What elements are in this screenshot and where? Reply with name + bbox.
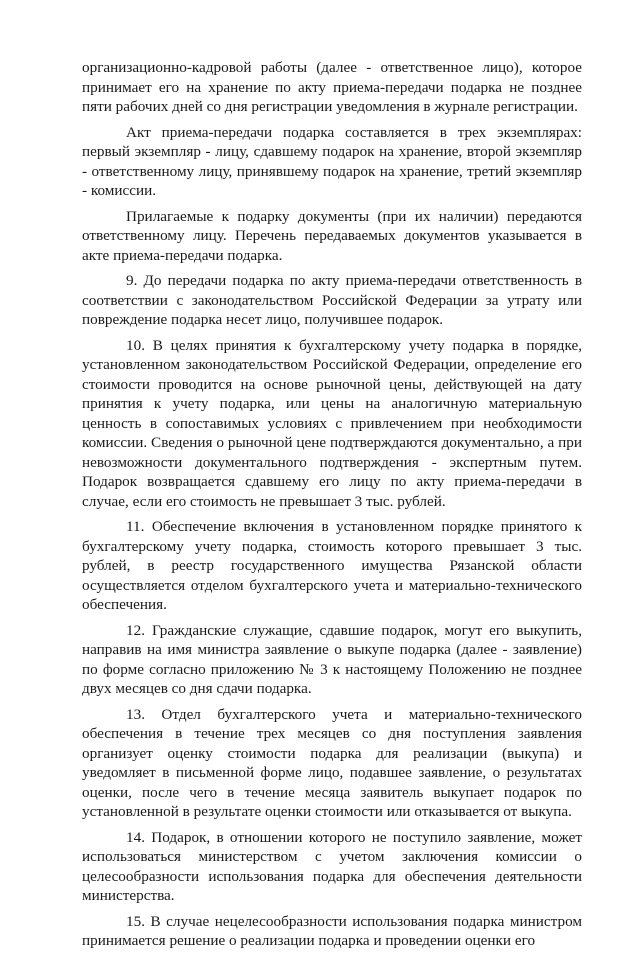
paragraph-item-11: 11. Обеспечение включения в установленном порядке принятого к бухгалтерскому учету подарка, стоимость которого превышает 3 тыс. рублей, в реестр государственного имущества Рязанской области осуществляется отделом бухгалтерского учета и материально-технического обеспечения. xyxy=(82,518,582,613)
paragraph-act-copies: Акт приема-передачи подарка составляется в трех экземплярах: первый экземпляр - лицу, сдавшему подарок на хранение, второй экземпляр - ответственному лицу, принявшему подарок на хранение, третий экземпляр - комиссии. xyxy=(82,123,582,199)
document-page xyxy=(82,58,582,957)
paragraph-item-10: 10. В целях принятия к бухгалтерскому учету подарка в порядке, установленном законодательством Российской Федерации, определение его стоимости проводится на основе рыночной цены, действующей на дату принятия к учету подарка, или цены на аналогичную материальную ценность в сопоставимых условиях с привлечением при необходимости комиссии. Сведения о рыночной цене подтверждаются документально, а при невозможности документального подтверждения - экспертным путем. Подарок возвращается сдавшему его лицу по акту приема-передачи в случае, если его стоимость не превышает 3 тыс. рублей. xyxy=(82,336,582,510)
paragraph-item-13: 13. Отдел бухгалтерского учета и материально-технического обеспечения в течение трех месяцев со дня поступления заявления организует оценку стоимости подарка для реализации (выкупа) и уведомляет в письменной форме лицо, подавшее заявление, о результатах оценки, после чего в течение месяца заявитель выкупает подарок по установленной в результате оценки стоимости или отказывается от выкупа. xyxy=(82,705,582,820)
paragraph-continuation: организационно-кадровой работы (далее - ответственное лицо), которое принимает его на хранение по акту приема-передачи подарка не позднее пяти рабочих дней со дня регистрации уведомления в журнале регистрации. xyxy=(82,59,582,115)
paragraph-item-14: 14. Подарок, в отношении которого не поступило заявление, может использоваться министерством с учетом заключения комиссии о целесообразности использования подарка для обеспечения деятельности министерства. xyxy=(82,828,582,904)
paragraph-item-15: 15. В случае нецелесообразности использования подарка министром принимается решение о реализации подарка и проведении оценки его xyxy=(82,912,582,949)
paragraph-attached-documents: Прилагаемые к подарку документы (при их наличии) передаются ответственному лицу. Перечень передаваемых документов указывается в акте приема-передачи подарка. xyxy=(82,207,582,264)
paragraph-item-12: 12. Гражданские служащие, сдавшие подарок, могут его выкупить, направив на имя министра заявление о выкупе подарка (далее - заявление) по форме согласно приложению № 3 к настоящему Положению не позднее двух месяцев со дня сдачи подарка. xyxy=(82,621,582,697)
paragraph-item-9: 9. До передачи подарка по акту приема-передачи ответственность в соответствии с законодательством Российской Федерации за утрату или повреждение подарка несет лицо, получившее подарок. xyxy=(82,272,582,328)
